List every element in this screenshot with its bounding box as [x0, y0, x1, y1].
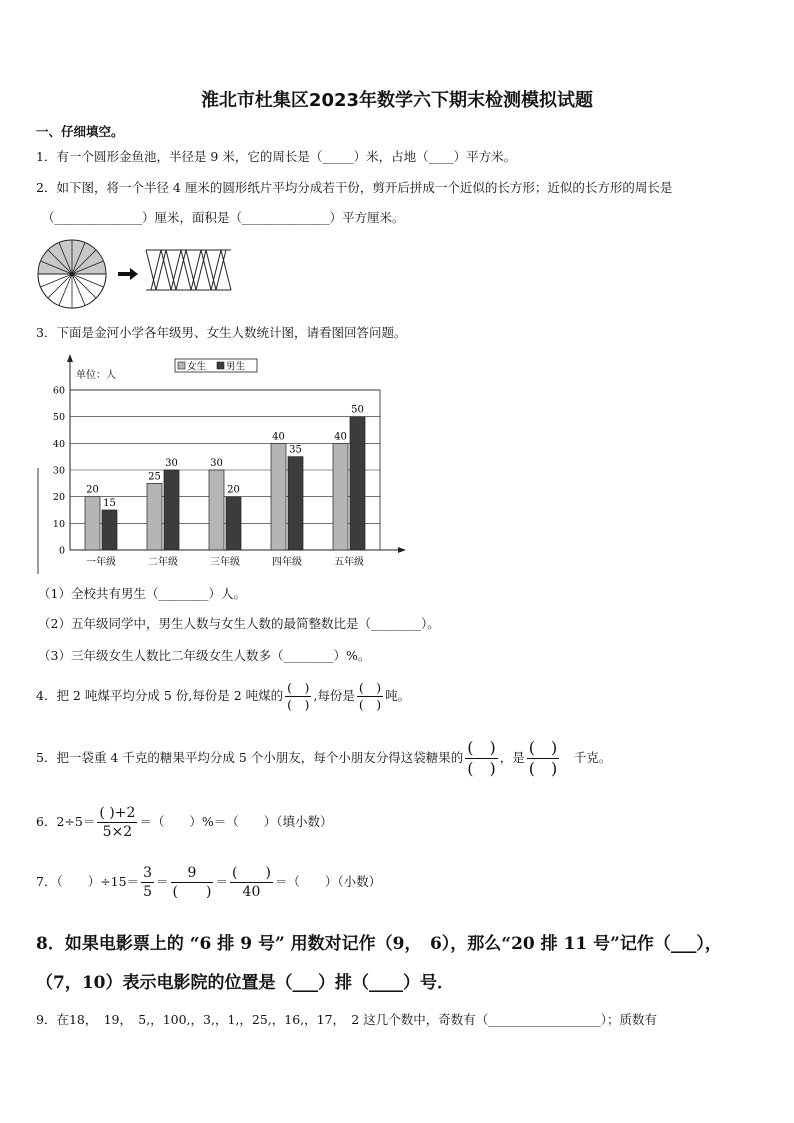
- bar-data-label: 30: [210, 458, 223, 469]
- fraction-numerator: 9: [171, 864, 214, 883]
- legend-swatch-female: [178, 362, 185, 369]
- fraction-denominator-blank: ( ): [528, 759, 558, 778]
- question-2-line1: 2．如下图，将一个半径 4 厘米的圆形纸片平均分成若干份，剪开后拼成一个近似的长方形；近似的长方形的周长是: [36, 180, 673, 195]
- question-5: [36, 738, 611, 779]
- bar-female: [333, 443, 348, 550]
- question-7-fraction-2: [171, 864, 214, 901]
- y-tick-label: 0: [58, 545, 65, 557]
- x-tick-label: 二年级: [148, 557, 178, 568]
- question-9: 9．在18， 19， 5,，100,，3,，1,，25,，16,，17， 2 这几个数中，奇数有（__________________）；质数有: [36, 1012, 657, 1027]
- question-2-line2: （______________）厘米，面积是（______________）平方厘米。: [42, 210, 405, 225]
- legend-label-female: 女生: [187, 361, 207, 373]
- legend: [175, 359, 257, 373]
- question-4: [36, 680, 410, 713]
- bar-male: [350, 417, 365, 550]
- fraction-denominator-blank: ( ): [172, 884, 212, 900]
- x-tick-label: 五年级: [334, 557, 364, 568]
- question-5-text-c: 千克。: [573, 750, 612, 765]
- question-5-text-a: 5．把一袋重 4 千克的糖果平均分成 5 个小朋友，每个小朋友分得这袋糖果的: [36, 750, 464, 765]
- bar-data-label: 40: [272, 431, 285, 443]
- x-tick-label: 一年级: [86, 557, 116, 568]
- question-3-sub-2: （2）五年级同学中，男生人数与女生人数的最简整数比是（________）。: [38, 616, 440, 631]
- x-tick-label: 三年级: [210, 557, 240, 568]
- bar-female: [85, 497, 100, 550]
- bar-data-label: 20: [86, 484, 99, 496]
- question-4-text-c: 吨。: [385, 688, 411, 703]
- bar-male: [102, 510, 117, 550]
- question-3-sub-3: （3）三年级女生人数比二年级女生人数多（________）%。: [38, 648, 371, 663]
- question-3: 3．下面是金河小学各年级男、女生人数统计图，请看图回答问题。: [36, 325, 407, 340]
- fraction-numerator-blank: ( ): [528, 738, 558, 757]
- fraction-denominator-blank: ( ): [467, 759, 496, 778]
- right-arrow-icon: [118, 268, 138, 280]
- question-4-text-b: ,每份是: [313, 688, 355, 703]
- question-7: 7．（ ）÷15＝ $\frac{3}{5}$ ＝ $\frac{9}{( )}$ ＝ $\frac{( )}{40}$ ＝（ ）（小数）: [36, 865, 382, 900]
- legend-label-male: 男生: [226, 361, 246, 373]
- y-tick-label: 60: [52, 385, 65, 397]
- question-4-text-a: 4．把 2 吨煤平均分成 5 份,每份是 2 吨煤的: [36, 688, 284, 703]
- question-3-sub-1: （1）全校共有男生（________）人。: [38, 586, 246, 601]
- fraction-denominator: 40: [242, 884, 261, 900]
- question-4-fraction-1: [285, 680, 311, 713]
- bar-data-label: 20: [227, 484, 240, 496]
- fraction-denominator: 5: [143, 884, 153, 900]
- question-4-fraction-2: [357, 680, 383, 713]
- question-7-text-a: 7．（ ）÷15＝: [36, 874, 140, 889]
- fraction-numerator-blank: ( ): [231, 865, 271, 881]
- question-5-fraction-2: [527, 738, 560, 779]
- page-title: 淮北市杜集区2023年数学六下期末检测模拟试题: [200, 90, 594, 111]
- y-axis-arrow-icon: [67, 354, 73, 362]
- circle-to-rectangle-figure: [36, 238, 236, 310]
- approx-rectangle: [146, 250, 231, 290]
- bar-data-label: 30: [165, 458, 178, 469]
- fraction-denominator-blank: ( ): [358, 697, 382, 712]
- fraction-numerator: 3: [143, 865, 153, 881]
- fraction-numerator-blank: ( ): [287, 680, 310, 695]
- fraction-denominator: 5×2: [102, 824, 133, 840]
- question-6-text-b: ＝（ ）%＝（ ）（填小数）: [139, 814, 333, 829]
- y-tick-label: 20: [52, 492, 65, 504]
- question-1: 1．有一个圆形金鱼池，半径是 9 米，它的周长是（_____）米，占地（____）平方米。: [36, 149, 517, 164]
- y-tick-label: 40: [52, 438, 65, 450]
- bar-data-label: 15: [103, 498, 116, 509]
- unit-label: 单位：人: [76, 370, 116, 381]
- question-5-fraction-1: [465, 738, 498, 779]
- bar-data-label: 35: [289, 444, 302, 456]
- y-tick-label: 50: [52, 412, 65, 424]
- question-7-text-b: ＝（ ）（小数）: [274, 874, 382, 889]
- bar-female: [147, 483, 162, 550]
- y-tick-label: 30: [52, 465, 65, 477]
- question-7-fraction-3: [230, 864, 273, 901]
- legend-swatch-male: [217, 362, 224, 369]
- bar-female: [271, 443, 286, 550]
- bar-male: [164, 470, 179, 550]
- bar-data-label: 40: [334, 431, 347, 443]
- question-6-fraction: [97, 804, 137, 841]
- x-tick-label: 四年级: [272, 557, 302, 568]
- question-8-line1: 8．如果电影票上的 “6 排 9 号” 用数对记作（9， 6），那么“20 排 11 号”记作（___），: [36, 934, 722, 954]
- question-6-text-a: 6．2÷5＝: [36, 814, 96, 829]
- grade-gender-bar-chart: [36, 352, 408, 574]
- x-axis-arrow-icon: [398, 547, 406, 553]
- fraction-denominator-blank: ( ): [287, 697, 310, 712]
- fraction-numerator-blank: ( ): [358, 680, 382, 695]
- question-5-text-b: ，是: [499, 750, 525, 765]
- bar-male: [288, 457, 303, 550]
- y-tick-label: 10: [52, 518, 65, 530]
- question-6: [36, 804, 333, 841]
- fraction-numerator-blank: ( ): [467, 738, 496, 757]
- bar-male: [226, 497, 241, 550]
- question-8-line2: （7，10）表示电影院的位置是（___）排（____）号．: [36, 973, 454, 993]
- bar-data-label: 25: [148, 471, 161, 483]
- bar-female: [209, 470, 224, 550]
- section-heading: 一、仔细填空。: [36, 124, 124, 139]
- fraction-numerator: ( )+2: [99, 805, 136, 821]
- question-7-fraction-1: [141, 864, 154, 901]
- bar-data-label: 50: [351, 404, 364, 416]
- divided-circle: [38, 240, 106, 308]
